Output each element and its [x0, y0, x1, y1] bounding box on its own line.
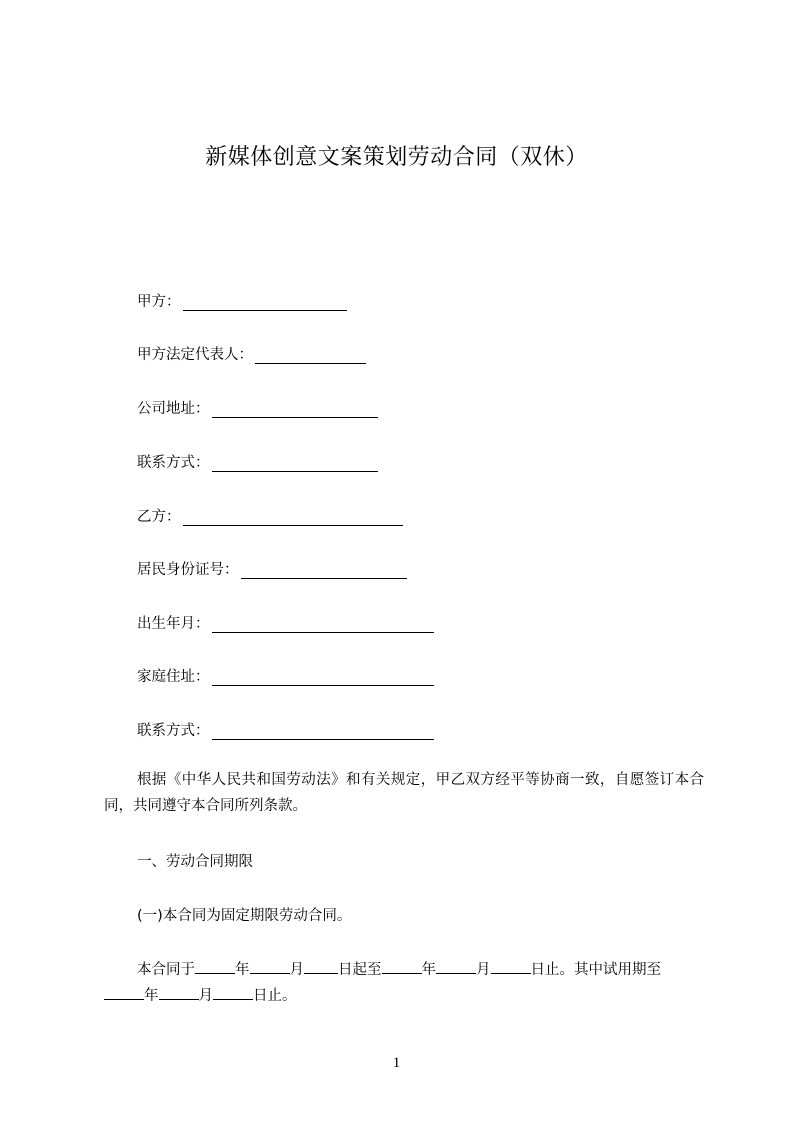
company-address-label: 公司地址：: [137, 401, 210, 417]
home-address-field: [137, 664, 434, 686]
party-b-field: [137, 504, 403, 526]
id-number-field: [137, 557, 407, 579]
company-contact-blank[interactable]: [212, 455, 378, 472]
page-number: 1: [392, 1055, 401, 1071]
term-dates-line2: 年 月 日止。: [104, 984, 297, 1005]
start-year-blank[interactable]: [195, 958, 235, 974]
subsection-fixed-term: (一)本合同为固定期限劳动合同。: [137, 908, 352, 924]
probation-year-blank[interactable]: [104, 984, 144, 1000]
party-a-blank[interactable]: [183, 294, 347, 311]
end-year-blank[interactable]: [382, 958, 422, 974]
company-contact-field: [137, 450, 378, 472]
id-number-blank[interactable]: [241, 562, 407, 579]
party-a-field: [137, 289, 347, 311]
birth-date-blank[interactable]: [212, 616, 434, 633]
end-day-blank[interactable]: [491, 958, 531, 974]
employee-contact-label: 联系方式：: [137, 723, 210, 739]
employee-contact-field: [137, 718, 434, 740]
party-b-label: 乙方：: [137, 509, 181, 525]
section-heading-term: 一、劳动合同期限: [137, 854, 253, 870]
end-month-blank[interactable]: [436, 958, 476, 974]
id-number-label: 居民身份证号：: [137, 562, 239, 578]
home-address-label: 家庭住址：: [137, 669, 210, 685]
start-month-blank[interactable]: [250, 958, 290, 974]
birth-date-field: [137, 611, 434, 633]
legal-representative-blank[interactable]: [255, 347, 366, 364]
party-b-blank[interactable]: [183, 509, 403, 526]
company-address-blank[interactable]: [212, 401, 378, 418]
birth-date-label: 出生年月：: [137, 616, 210, 632]
company-address-field: [137, 396, 378, 418]
party-a-label: 甲方：: [137, 294, 181, 310]
legal-representative-label: 甲方法定代表人：: [137, 347, 253, 363]
probation-day-blank[interactable]: [213, 984, 253, 1000]
document-title: 新媒体创意文案策划劳动合同（双休）: [205, 145, 588, 170]
legal-representative-field: [137, 342, 366, 364]
term-dates-line1: 本合同于 年 月 日起至 年 月 日止。其中试用期至: [137, 958, 661, 979]
home-address-blank[interactable]: [212, 669, 434, 686]
intro-paragraph: 根据《中华人民共和国劳动法》和有关规定，甲乙双方经平等协商一致，自愿签订本合同，共同遵守本合同所列条款。: [104, 772, 704, 814]
start-day-blank[interactable]: [304, 958, 338, 974]
employee-contact-blank[interactable]: [212, 723, 434, 740]
company-contact-label: 联系方式：: [137, 455, 210, 471]
probation-month-blank[interactable]: [159, 984, 199, 1000]
